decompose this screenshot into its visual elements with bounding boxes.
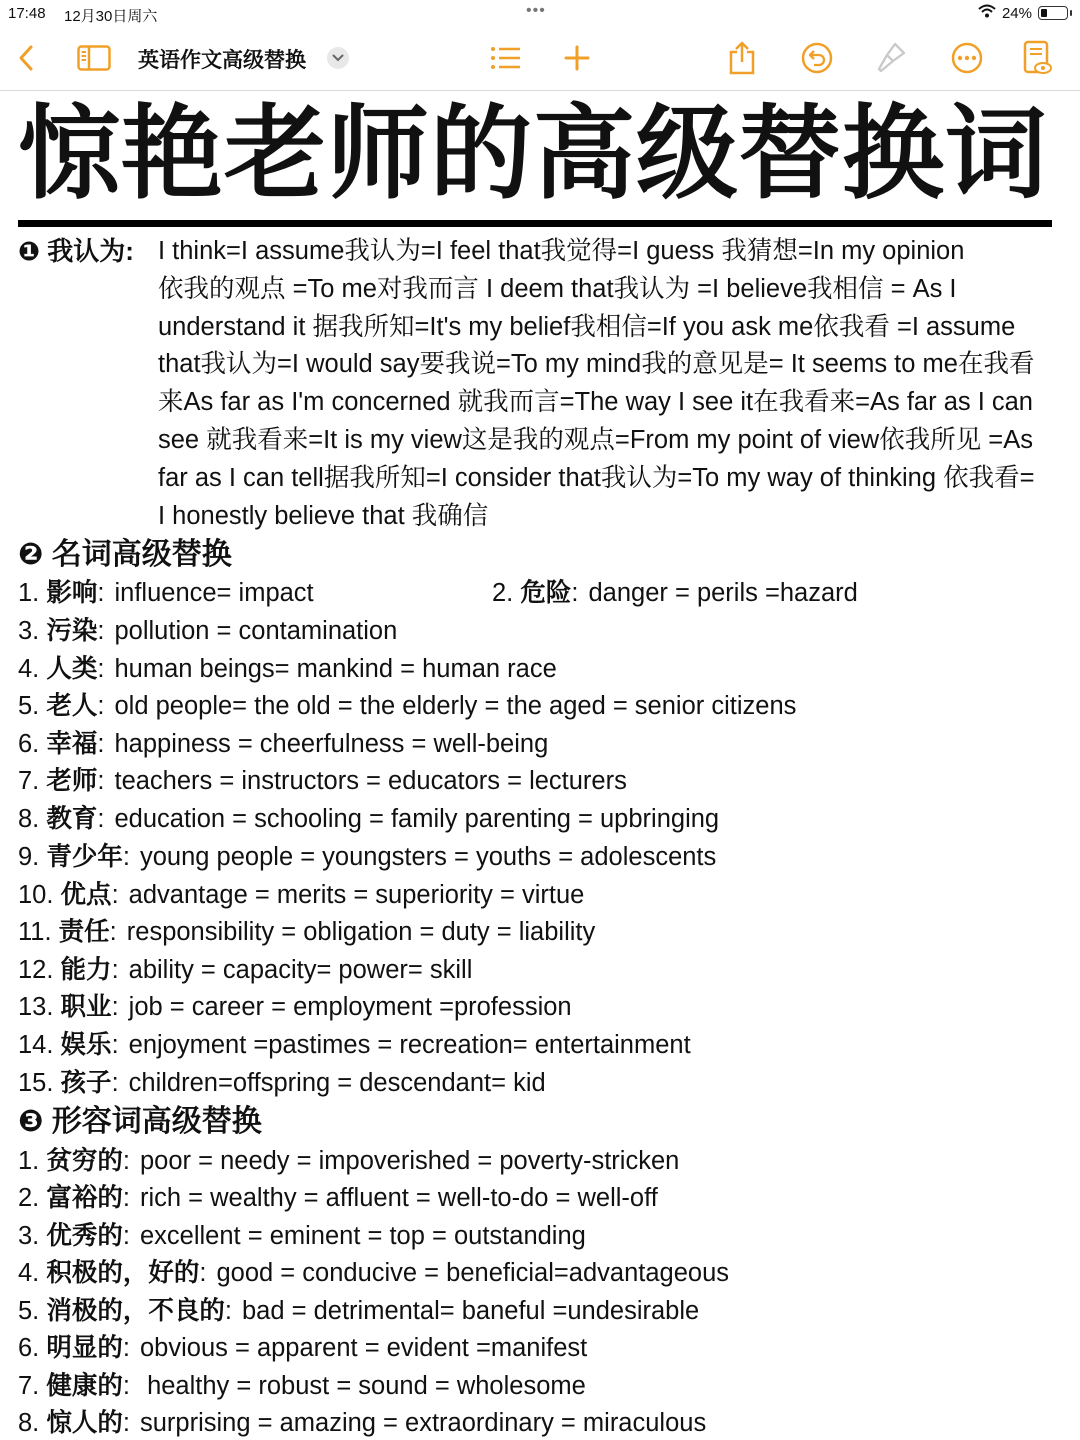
list-item: 1. 影响: influence= impact [18, 579, 314, 607]
item-chinese: 富裕的 [46, 1184, 123, 1212]
brush-icon[interactable] [874, 36, 908, 80]
item-chinese: 健康的 [46, 1372, 123, 1400]
paragraph-line: far as I can tell据我所知=I consider that我认为=To my way of thinking 依我看= [158, 463, 1035, 492]
multitasking-dots-icon[interactable]: ••• [526, 2, 546, 19]
list-item: 8. 惊人的: surprising = amazing = extraordinary = miraculous [18, 1409, 707, 1437]
item-chinese: 幸福 [46, 730, 98, 758]
paragraph-line: I honestly believe that 我确信 [158, 501, 489, 530]
item-chinese: 惊人的 [46, 1409, 123, 1437]
battery-percent: 24% [1001, 4, 1032, 22]
item-number: 14. [18, 1031, 54, 1059]
list-item: 1. 贫穷的: poor = needy = impoverished = poverty-stricken [18, 1147, 680, 1175]
item-english: human beings= mankind = human race [114, 655, 557, 683]
title-divider [18, 220, 1052, 227]
doc-view-icon[interactable] [1022, 36, 1054, 80]
item-number: 4. [18, 655, 40, 683]
paragraph-line: see 就我看来=It is my view这是我的观点=From my point of view依我所见 =As [158, 425, 1033, 454]
paragraph-line: 依我的观点 =To me对我而言 I deem that我认为 =I believe我相信 = As I [158, 274, 957, 303]
section-1-paragraph [158, 233, 1080, 535]
item-number: 1. [18, 1147, 40, 1175]
section-3-title: ❸ 形容词高级替换 [18, 1105, 262, 1138]
item-english: pollution = contamination [114, 617, 398, 645]
item-english: rich = wealthy = affluent = well-to-do = well-off [139, 1184, 658, 1212]
plus-icon[interactable] [562, 36, 592, 80]
paragraph-line: understand it 据我所知=It's my belief我相信=If you ask me依我看 =I assume [158, 312, 1016, 341]
list-item: 8. 教育: education = schooling = family parenting = upbringing [18, 805, 720, 833]
item-number: 3. [18, 617, 40, 645]
list-item: 7. 老师: teachers = instructors = educators = lecturers [18, 767, 627, 795]
list-item: 6. 明显的: obvious = apparent = evident =manifest [18, 1334, 588, 1362]
list-item: 11. 责任: responsibility = obligation = duty = liability [18, 918, 596, 946]
list-item: 5. 消极的，不良的: bad = detrimental= baneful =undesirable [18, 1297, 700, 1325]
item-number: 8. [18, 1409, 40, 1437]
list-item: 4. 人类: human beings= mankind = human race [18, 655, 557, 683]
item-english: responsibility = obligation = duty = liability [126, 918, 596, 946]
list-item: 15. 孩子: children=offspring = descendant= kid [18, 1069, 546, 1097]
status-right [978, 4, 1068, 22]
list-item: 5. 老人: old people= the old = the elderly = the aged = senior citizens [18, 692, 797, 720]
item-number: 6. [18, 1334, 40, 1362]
paragraph-line: I think=I assume我认为=I feel that我觉得=I guess 我猜想=In my opinion [158, 237, 965, 265]
item-number: 4. [18, 1259, 40, 1287]
paragraph-line: 来As far as I'm concerned 就我而言=The way I see it在我看来=As far as I can [158, 388, 1033, 417]
undo-icon[interactable] [800, 36, 834, 80]
item-english: job = career = employment =profession [128, 993, 572, 1021]
item-chinese: 消极的，不良的 [46, 1297, 225, 1325]
item-chinese: 老人 [46, 692, 98, 720]
item-number: 7. [18, 767, 40, 795]
item-chinese: 青少年 [46, 843, 123, 871]
list-item: 3. 优秀的: excellent = eminent = top = outstanding [18, 1222, 586, 1250]
list-item: 13. 职业: job = career = employment =profession [18, 993, 572, 1021]
item-number: 1. [18, 579, 40, 607]
status-bar [0, 0, 1080, 28]
item-number: 11. [18, 918, 52, 946]
list-item: 9. 青少年: young people = youngsters = youths = adolescents [18, 843, 717, 871]
share-icon[interactable] [726, 36, 758, 80]
item-english: surprising = amazing = extraordinary = miraculous [139, 1409, 707, 1437]
item-number: 5. [18, 692, 40, 720]
wifi-icon [978, 4, 996, 22]
item-english: poor = needy = impoverished = poverty-stricken [139, 1147, 680, 1175]
battery-icon [1038, 6, 1068, 20]
battery-fill [1041, 9, 1047, 17]
item-english: healthy = robust = sound = wholesome [139, 1372, 586, 1400]
list-item: 10. 优点: advantage = merits = superiority = virtue [18, 881, 585, 909]
item-chinese: 能力 [60, 956, 112, 984]
list-item: 7. 健康的: healthy = robust = sound = wholesome [18, 1372, 586, 1400]
item-english: young people = youngsters = youths = adolescents [139, 843, 717, 871]
item-number: 5. [18, 1297, 40, 1325]
list-item: 2. 富裕的: rich = wealthy = affluent = well-to-do = well-off [18, 1184, 658, 1212]
item-english: good = conducive = beneficial=advantageous [216, 1259, 730, 1287]
item-english: children=offspring = descendant= kid [128, 1069, 546, 1097]
item-chinese: 明显的 [46, 1334, 123, 1362]
item-chinese: 优秀的 [46, 1222, 123, 1250]
item-number: 13. [18, 993, 54, 1021]
item-chinese: 影响 [46, 579, 98, 607]
item-english: danger = perils =hazard [588, 579, 858, 607]
section-2-title: ❷ 名词高级替换 [18, 538, 232, 571]
chevron-down-icon[interactable] [327, 47, 349, 69]
item-chinese: 优点 [60, 881, 112, 909]
item-english: education = schooling = family parenting = upbringing [114, 805, 720, 833]
item-chinese: 积极的，好的 [46, 1259, 200, 1287]
item-number: 12. [18, 956, 54, 984]
list-item: 3. 污染: pollution = contamination [18, 617, 398, 645]
list-item: 2. 危险: danger = perils =hazard [492, 579, 858, 607]
toolbar [0, 28, 1080, 91]
item-number: 7. [18, 1372, 40, 1400]
item-chinese: 娱乐 [60, 1031, 112, 1059]
page-title: 惊艳老师的高级替换词 [18, 97, 1048, 211]
item-english: old people= the old = the elderly = the aged = senior citizens [114, 692, 797, 720]
list-item: 6. 幸福: happiness = cheerfulness = well-being [18, 730, 549, 758]
status-date: 12月30日周六 [64, 8, 158, 25]
item-number: 8. [18, 805, 40, 833]
item-english: influence= impact [114, 579, 314, 607]
item-english: advantage = merits = superiority = virtue [128, 881, 585, 909]
item-chinese: 职业 [60, 993, 112, 1021]
more-icon[interactable] [950, 36, 984, 80]
document-title[interactable]: 英语作文高级替换 [138, 49, 306, 72]
item-number: 6. [18, 730, 40, 758]
list-item: 12. 能力: ability = capacity= power= skill [18, 956, 473, 984]
paragraph-line: that我认为=I would say要我说=To my mind我的意见是= It seems to me在我看 [158, 350, 1035, 379]
item-number: 10. [18, 881, 54, 909]
item-chinese: 贫穷的 [46, 1147, 123, 1175]
item-english: teachers = instructors = educators = lecturers [114, 767, 627, 795]
item-number: 3. [18, 1222, 40, 1250]
list-item: 14. 娱乐: enjoyment =pastimes = recreation= entertainment [18, 1031, 691, 1059]
back-icon[interactable] [12, 36, 40, 80]
item-chinese: 危险 [520, 579, 572, 607]
item-number: 9. [18, 843, 40, 871]
item-english: bad = detrimental= baneful =undesirable [241, 1297, 700, 1325]
item-chinese: 人类 [46, 655, 98, 683]
list-item: 4. 积极的，好的: good = conducive = beneficial=advantageous [18, 1259, 730, 1287]
item-chinese: 责任 [58, 918, 110, 946]
item-english: enjoyment =pastimes = recreation= entertainment [128, 1031, 691, 1059]
item-chinese: 孩子 [60, 1069, 112, 1097]
item-chinese: 老师 [46, 767, 98, 795]
item-chinese: 污染 [46, 617, 98, 645]
item-english: ability = capacity= power= skill [128, 956, 473, 984]
item-english: obvious = apparent = evident =manifest [139, 1334, 588, 1362]
item-number: 15. [18, 1069, 54, 1097]
item-number: 2. [18, 1184, 40, 1212]
item-chinese: 教育 [46, 805, 98, 833]
section-1-heading: ❶ 我认为: [18, 236, 134, 266]
status-time: 17:48 [8, 5, 46, 22]
item-english: happiness = cheerfulness = well-being [114, 730, 549, 758]
item-number: 2. [492, 579, 514, 607]
sidebar-icon[interactable] [76, 36, 112, 80]
list-icon[interactable] [488, 36, 524, 80]
item-english: excellent = eminent = top = outstanding [139, 1222, 586, 1250]
